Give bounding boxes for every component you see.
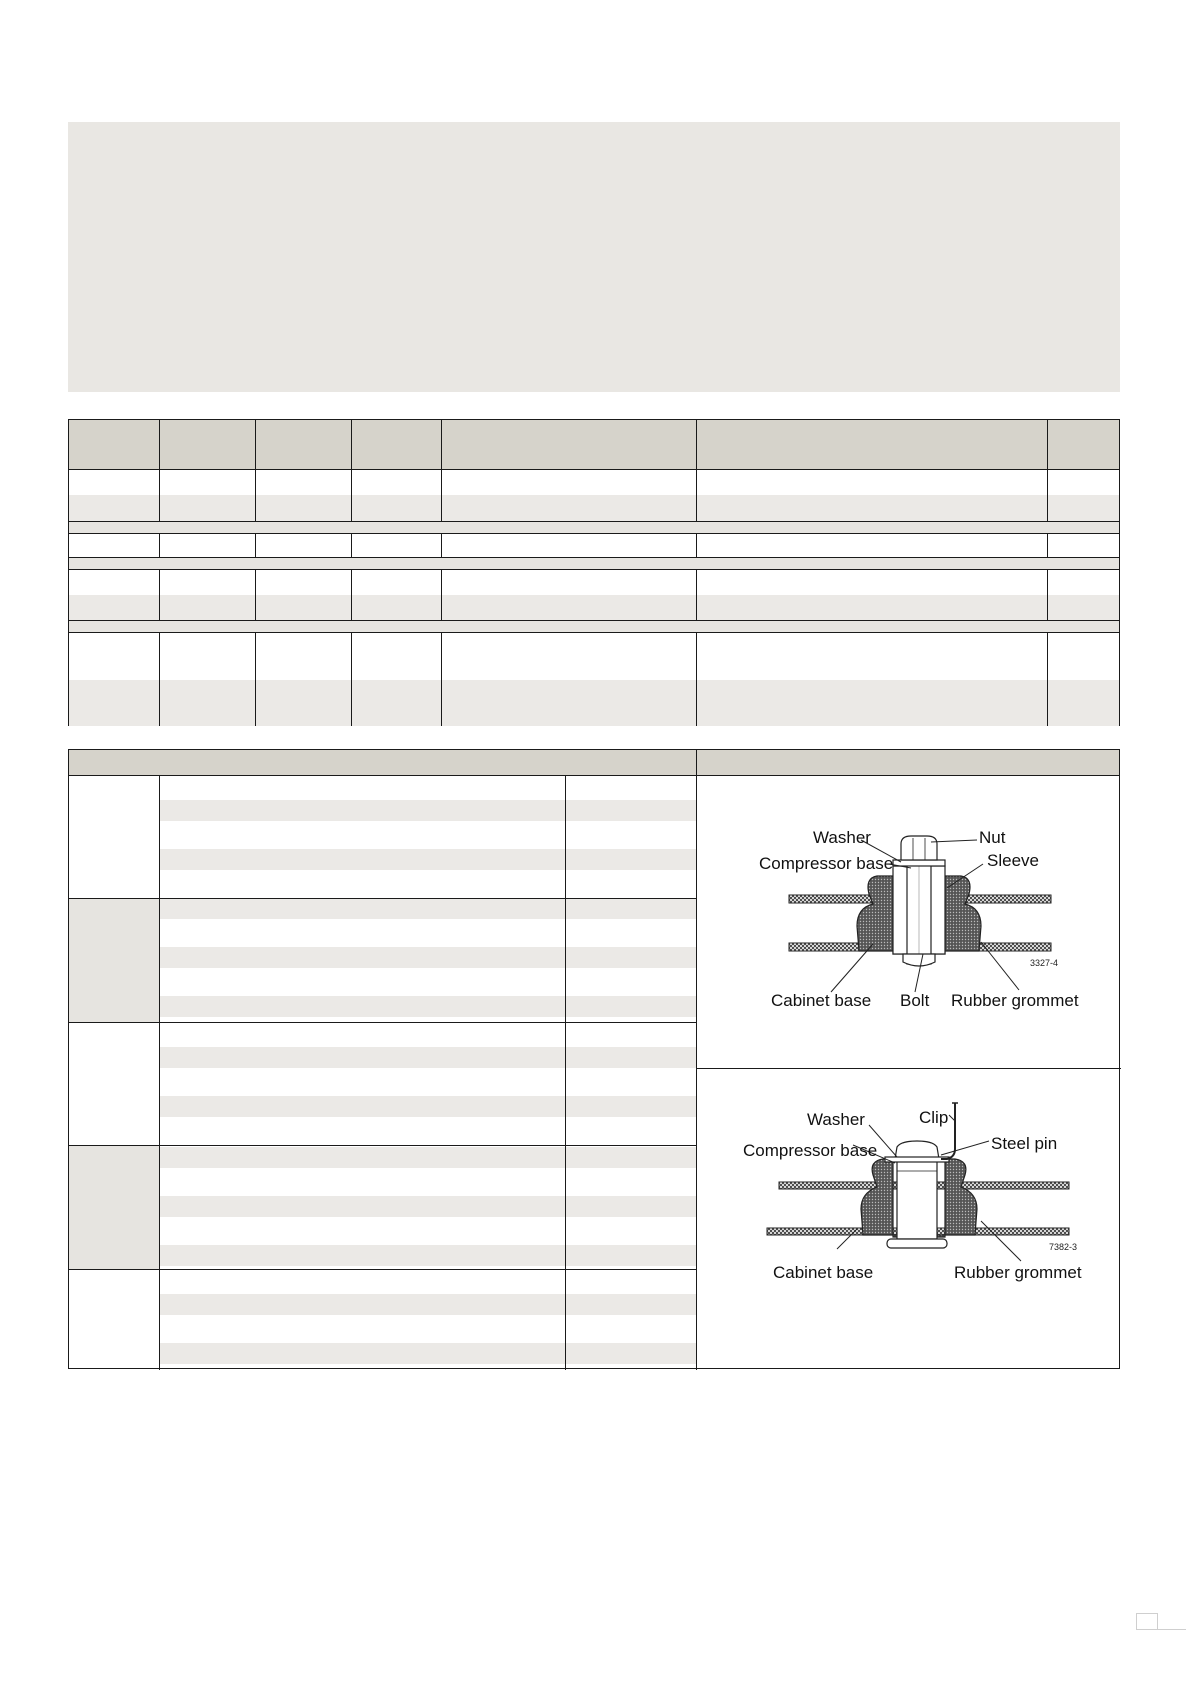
table-row [160, 1147, 696, 1168]
label-bolt: Bolt [900, 991, 930, 1010]
group-band [69, 621, 1119, 632]
table-row [69, 495, 1119, 521]
table-row [160, 1047, 696, 1068]
table-row [69, 633, 1119, 680]
group-label-cell [69, 1146, 159, 1269]
specification-table-header [69, 420, 1119, 470]
group-label-cell [69, 899, 159, 1022]
page-footer-rule [1158, 1629, 1186, 1630]
label-steel-pin: Steel pin [991, 1134, 1058, 1153]
label-washer: Washer [807, 1110, 865, 1129]
mounting-table [68, 749, 1120, 1369]
table-row [160, 1343, 696, 1364]
figure-code: 7382-3 [1049, 1242, 1078, 1252]
label-rubber-grommet: Rubber grommet [951, 991, 1079, 1010]
table-row [160, 1196, 696, 1217]
label-rubber-grommet: Rubber grommet [954, 1263, 1082, 1282]
table-row [69, 469, 1119, 495]
label-compressor-base: Compressor base [743, 1141, 878, 1160]
intro-panel [68, 122, 1120, 392]
table-row [160, 849, 696, 870]
table-row [160, 947, 696, 968]
label-compressor-base: Compressor base [759, 854, 894, 873]
table-row [160, 800, 696, 821]
page-number-box [1136, 1613, 1158, 1630]
table-row [69, 570, 1119, 595]
group-band [69, 522, 1119, 533]
label-washer: Washer [813, 828, 871, 847]
label-cabinet-base: Cabinet base [773, 1263, 874, 1282]
label-sleeve: Sleeve [987, 851, 1039, 870]
table-row [160, 1245, 696, 1266]
label-nut: Nut [979, 828, 1006, 847]
pin-mount-diagram [697, 1069, 1120, 1369]
table-row [69, 680, 1119, 726]
table-row [160, 1294, 696, 1315]
label-clip: Clip [919, 1108, 949, 1127]
specification-table [68, 419, 1120, 726]
table-row [160, 1096, 696, 1117]
table-row [69, 595, 1119, 620]
mounting-table-header [69, 750, 1119, 776]
group-band [69, 558, 1119, 569]
table-row [160, 996, 696, 1017]
table-row [69, 534, 1119, 557]
bolt-mount-diagram [697, 776, 1120, 1068]
figure-code: 3327-4 [1030, 958, 1059, 968]
table-row [160, 898, 696, 919]
label-cabinet-base: Cabinet base [771, 991, 872, 1010]
